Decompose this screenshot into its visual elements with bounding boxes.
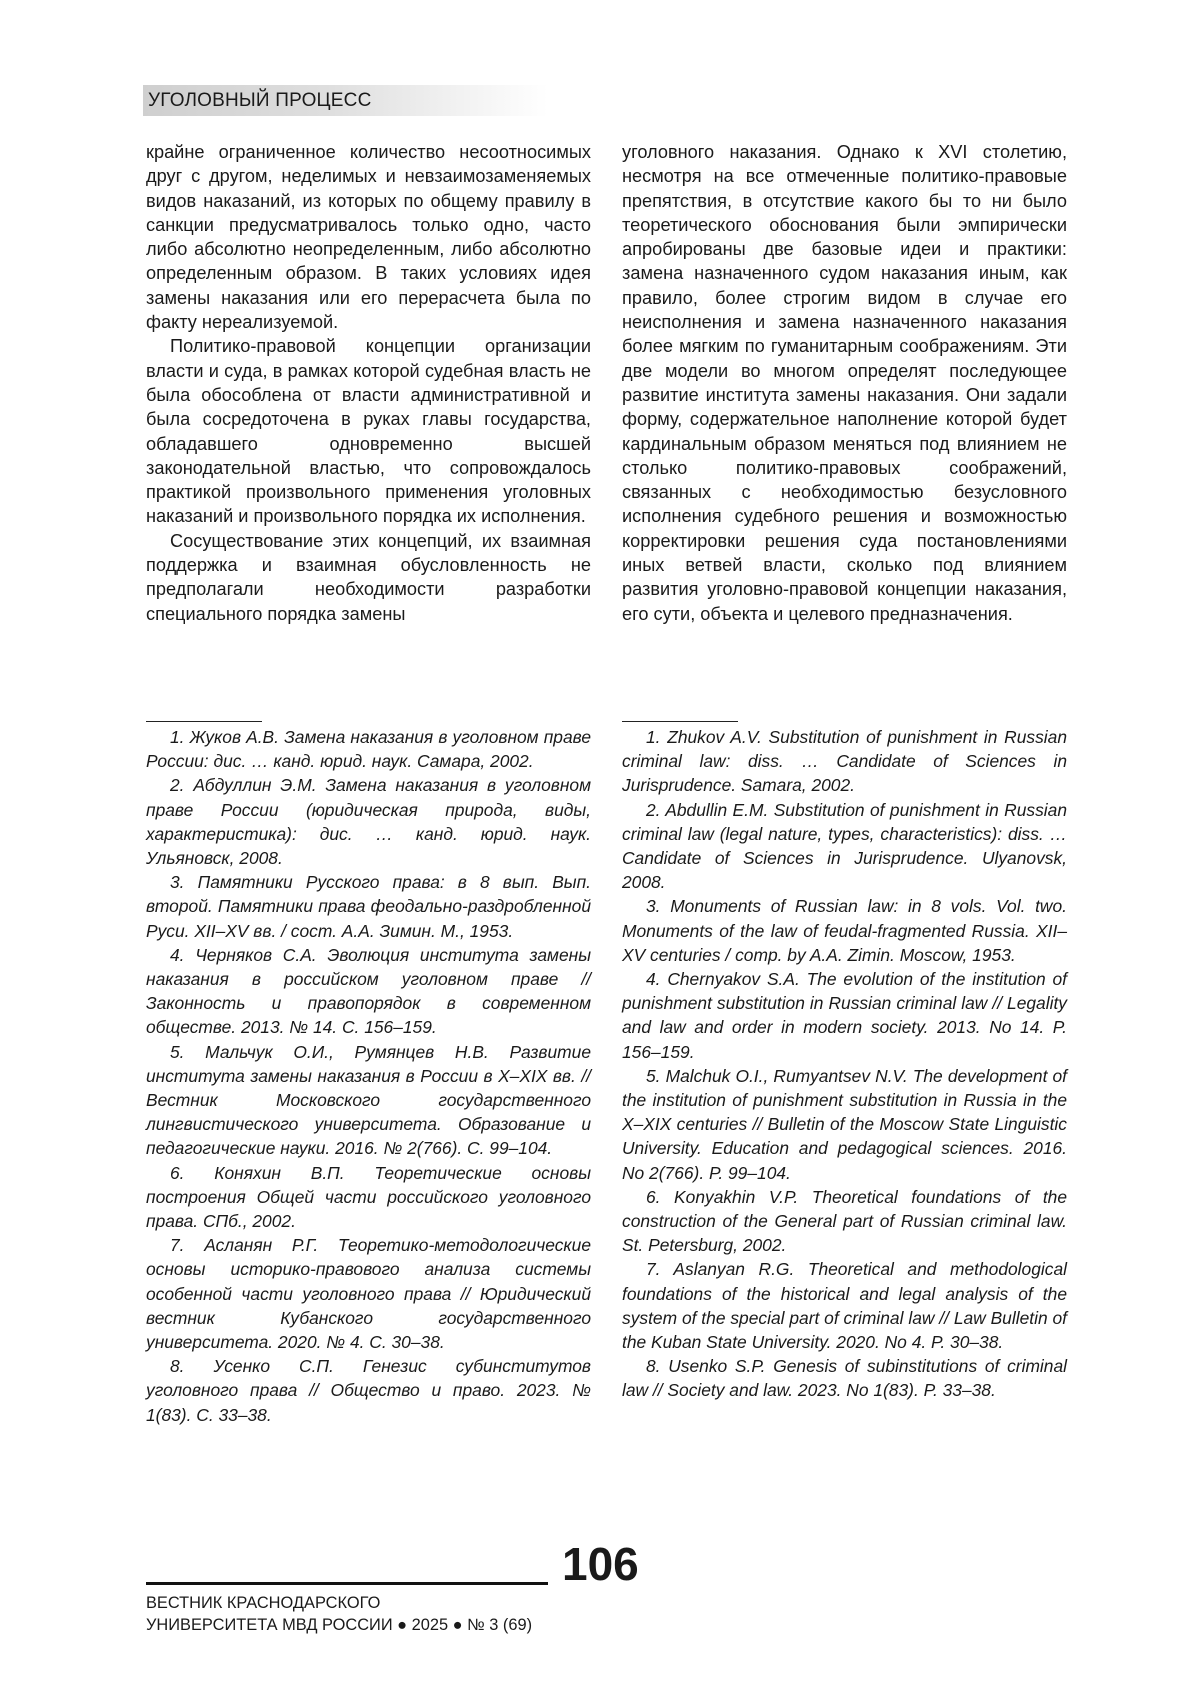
- journal-title-line: ВЕСТНИК КРАСНОДАРСКОГО: [146, 1594, 381, 1612]
- body-paragraph: Сосуществование этих концепций, их взаимная поддержка и взаимная обусловленность не предполагали необходимости разработки специального порядка замены: [146, 530, 591, 624]
- reference-item: 7. Асланян Р.Г. Теоретико-методологические основы историко-правового анализа системы особенной части уголовного права // Юридический вестник Кубанского государственного университета. 2020. № 4. С. 30–38.: [146, 1235, 591, 1353]
- journal-title-line: УНИВЕРСИТЕТА МВД РОССИИ ● 2025 ● № 3 (69): [146, 1616, 533, 1634]
- reference-item: 8. Усенко С.П. Генезис субинститутов уголовного права // Общество и право. 2023. № 1(83). С. 33–38.: [146, 1356, 591, 1425]
- footer-divider: [146, 1582, 548, 1585]
- reference-item: 7. Aslanyan R.G. Theoretical and methodological foundations of the historical and legal analysis of the system of the special part of criminal law // Law Bulletin of the Kuban State University. 2020. No 4. P. 30–38.: [622, 1259, 1067, 1353]
- body-column-left: [146, 140, 591, 626]
- body-column-right: [622, 140, 1067, 626]
- footnote-divider: [146, 721, 262, 722]
- section-header: УГОЛОВНЫЙ ПРОЦЕСС: [143, 85, 548, 116]
- reference-item: 2. Абдуллин Э.М. Замена наказания в уголовном праве России (юридическая природа, виды, характеристика): дис. … канд. юрид. наук. Ульяновск, 2008.: [146, 775, 591, 869]
- reference-item: 5. Malchuk O.I., Rumyantsev N.V. The development of the institution of punishment substitution in Russia in the X–XIX centuries // Bulletin of the Moscow State Linguistic University. Education and pedagogical sciences. 2016. No 2(766). P. 99–104.: [622, 1065, 1067, 1183]
- reference-item: 3. Памятники Русского права: в 8 вып. Вып. второй. Памятники права феодально-раздробленной Руси. XII–XV вв. / сост. А.А. Зимин. М., 1953.: [146, 872, 591, 941]
- reference-item: 6. Коняхин В.П. Теоретические основы построения Общей части российского уголовного права. СПб., 2002.: [146, 1162, 591, 1232]
- reference-item: 3. Monuments of Russian law: in 8 vols. Vol. two. Monuments of the law of feudal-fragmented Russia. XII–XV centuries / comp. by A.A. Zimin. Moscow, 1953.: [622, 896, 1067, 965]
- reference-item: 4. Черняков С.А. Эволюция института замены наказания в российском уголовном праве // Законность и правопорядок в современном обществе. 2013. № 14. С. 156–159.: [146, 944, 591, 1038]
- page-number: 106: [562, 1538, 639, 1590]
- references-english: [622, 725, 1067, 1403]
- reference-item: 5. Мальчук О.И., Румянцев Н.В. Развитие института замены наказания в России в X–XIX вв. // Вестник Московского государственного лингвистического университета. Образование и педагогические науки. 2016. № 2(766). С. 99–104.: [146, 1041, 591, 1159]
- reference-item: 4. Chernyakov S.A. The evolution of the institution of punishment substitution in Russian criminal law // Legality and law and order in modern society. 2013. No 14. P. 156–159.: [622, 969, 1067, 1062]
- references-russian: [146, 725, 591, 1427]
- footnote-divider: [622, 721, 738, 722]
- body-paragraph: крайне ограниченное количество несоотносимых друг с другом, неделимых и невзаимозаменяемых видов наказаний, из которых по общему правилу в санкции предусматривалось только одно, часто либо абсолютно неопределенным, либо абсолютно определенным образом. В таких условиях идея замены наказания или его перерасчета была по факту нереализуемой.: [146, 142, 591, 333]
- reference-item: 8. Usenko S.P. Genesis of subinstitutions of criminal law // Society and law. 2023. No 1(83). P. 33–38.: [622, 1356, 1067, 1401]
- reference-item: 2. Abdullin E.M. Substitution of punishment in Russian criminal law (legal nature, types, characteristics): diss. … Candidate of Sciences in Jurisprudence. Ulyanovsk, 2008.: [622, 799, 1067, 893]
- journal-title: [146, 1592, 532, 1636]
- body-paragraph: уголовного наказания. Однако к XVI столетию, несмотря на все отмеченные политико-правовые препятствия, в отсутствие какого бы то ни было теоретического обоснования были эмпирически апробированы две базовые идеи и практики: замена назначенного судом наказания иным, как правило, более строгим видом в случае его неисполнения и замена назначенного наказания более мягким по гуманитарным соображениям. Эти две модели во многом определят последующее развитие института замены наказания. Они задали форму, содержательное наполнение которой будет кардинальным образом меняться под влиянием не столько политико-правовых соображений, связанных с необходимостью безусловного исполнения судебного решения и возможностью корректировки решения суда постановлениями иных ветвей власти, сколько под влиянием развития уголовно-правовой концепции наказания, его сути, объекта и целевого предназначения.: [622, 142, 1067, 624]
- reference-item: 6. Konyakhin V.P. Theoretical foundations of the construction of the General part of Russian criminal law. St. Petersburg, 2002.: [622, 1186, 1067, 1256]
- reference-item: 1. Жуков А.В. Замена наказания в уголовном праве России: дис. … канд. юрид. наук. Самара, 2002.: [146, 727, 591, 772]
- reference-item: 1. Zhukov A.V. Substitution of punishment in Russian criminal law: diss. … Candidate of Sciences in Jurisprudence. Samara, 2002.: [622, 727, 1067, 796]
- body-paragraph: Политико-правовой концепции организации власти и суда, в рамках которой судебная власть не была обособлена от власти административной и была сосредоточена в руках главы государства, обладавшего одновременно высшей законодательной властью, что сопровождалось практикой произвольного применения уголовных наказаний и произвольного порядка их исполнения.: [146, 336, 591, 527]
